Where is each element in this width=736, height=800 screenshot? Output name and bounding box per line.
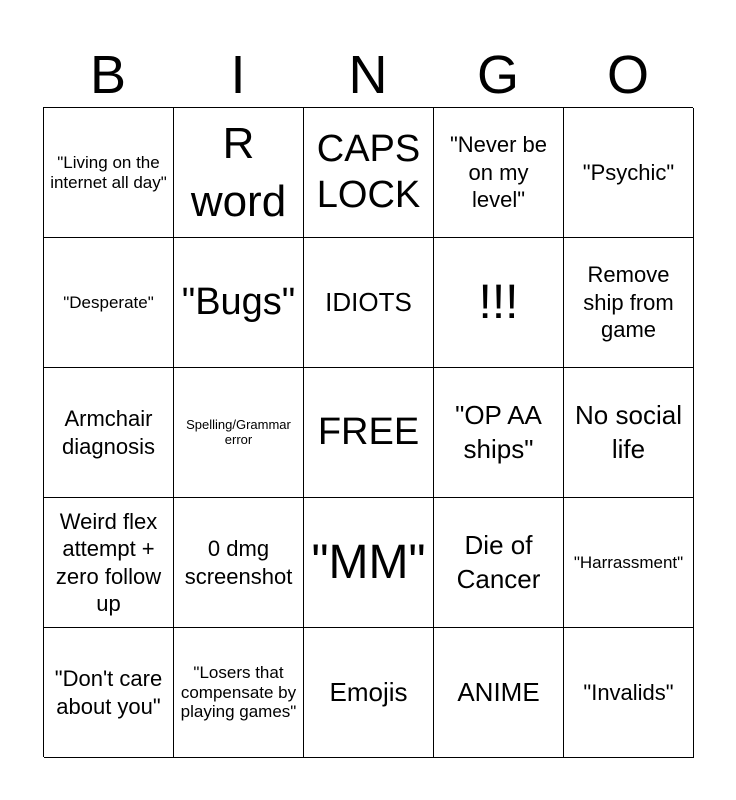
bingo-cell[interactable]: "Losers that compensate by playing games" [174, 628, 304, 758]
header-letter-g: G [476, 45, 519, 105]
header-letter-i: I [230, 45, 246, 105]
bingo-cell[interactable]: "Harrassment" [564, 498, 694, 628]
bingo-cell[interactable]: "Desperate" [44, 238, 174, 368]
header-letter-b: B [89, 45, 127, 105]
bingo-cell[interactable]: R word [174, 108, 304, 238]
bingo-cell[interactable]: 0 dmg screenshot [174, 498, 304, 628]
bingo-cell[interactable]: Armchair diagnosis [44, 368, 174, 498]
bingo-cell[interactable]: ANIME [434, 628, 564, 758]
bingo-cell[interactable]: Weird flex attempt + zero follow up [44, 498, 174, 628]
bingo-cell[interactable]: "Never be on my level" [434, 108, 564, 238]
bingo-cell[interactable]: "Bugs" [174, 238, 304, 368]
bingo-cell[interactable]: Die of Cancer [434, 498, 564, 628]
bingo-cell[interactable]: Spelling/Grammar error [174, 368, 304, 498]
bingo-board [43, 107, 693, 757]
bingo-cell[interactable]: "MM" [304, 498, 434, 628]
bingo-cell[interactable]: No social life [564, 368, 694, 498]
bingo-cell[interactable]: "OP AA ships" [434, 368, 564, 498]
bingo-cell[interactable]: "Living on the internet all day" [44, 108, 174, 238]
bingo-cell[interactable]: IDIOTS [304, 238, 434, 368]
bingo-header [43, 44, 693, 106]
bingo-cell[interactable]: CAPS LOCK [304, 108, 434, 238]
bingo-cell[interactable]: "Psychic" [564, 108, 694, 238]
bingo-cell[interactable]: Remove ship from game [564, 238, 694, 368]
bingo-cell[interactable]: "Don't care about you" [44, 628, 174, 758]
header-letter-n: N [348, 45, 388, 105]
bingo-cell[interactable]: !!! [434, 238, 564, 368]
free-space-cell[interactable]: FREE [304, 368, 434, 498]
bingo-cell[interactable]: Emojis [304, 628, 434, 758]
header-letter-o: O [606, 45, 649, 105]
bingo-cell[interactable]: "Invalids" [564, 628, 694, 758]
